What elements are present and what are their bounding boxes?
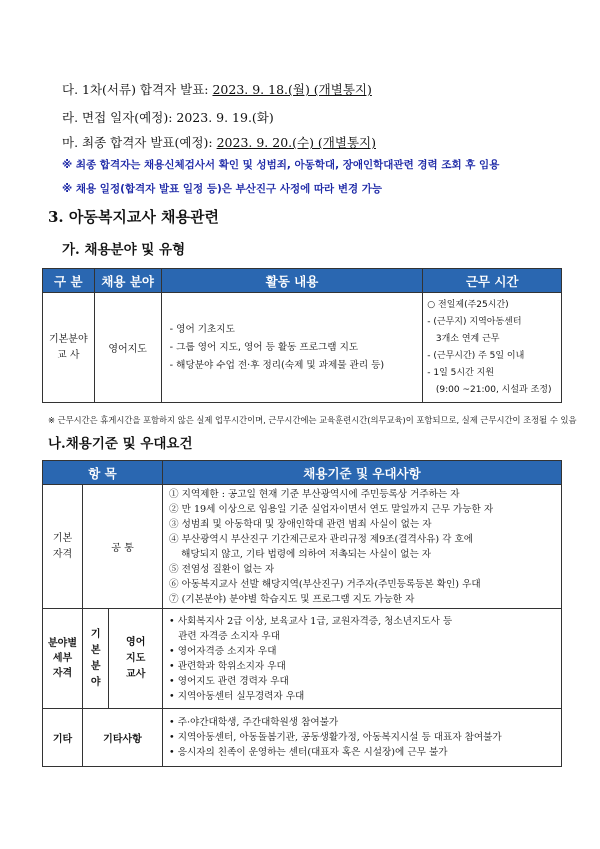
schedule-date: 2023. 9. 20.(수) (개별통지) <box>216 135 376 150</box>
label-char: 야 <box>90 676 101 688</box>
label-char: 본 <box>90 644 101 656</box>
recruitment-field-table <box>42 268 562 403</box>
schedule-label: 다. 1차(서류) 합격자 발표: <box>62 82 213 97</box>
other-notes-label: 기타사항 <box>83 709 163 767</box>
criteria-item: • 영어지도 관련 경력자 우대 <box>168 675 289 687</box>
note-schedule-change: ※ 채용 일정(합격자 발표 일정 등)은 부산진구 사정에 따라 변경 가능 <box>62 183 383 195</box>
criteria-item: ① 지역제한 : 공고일 현재 기준 부산광역시에 주민등록상 거주하는 자 <box>168 488 460 500</box>
subsection-title-b: 나.채용기준 및 우대요건 <box>48 436 193 452</box>
basic-field-label <box>83 609 109 709</box>
category-line: 교 사 <box>57 349 80 361</box>
subsection-title-a: 가. 채용분야 및 유형 <box>62 242 186 258</box>
activities-cell <box>161 293 423 403</box>
hours-item: 3개소 연계 근무 <box>427 334 500 344</box>
field-criteria-cell <box>162 609 561 709</box>
criteria-item: • 응시자의 친족이 운영하는 센터(대표자 혹은 시설장)에 근무 불가 <box>168 747 448 758</box>
hours-item: - 1일 5시간 지원 <box>427 368 495 378</box>
criteria-item: 관련 자격증 소지자 우대 <box>168 630 280 642</box>
schedule-item-first-announcement <box>62 80 372 98</box>
criteria-item: • 지역아동센터, 아동돌봄기관, 공동생활가정, 아동복지시설 등 대표자 참여불가 <box>168 732 502 743</box>
criteria-item: ⑥ 아동복지교사 선발 해당지역(부산진구) 거주자(주민등록등본 확인) 우대 <box>168 578 481 590</box>
schedule-label: 마. 최종 합격자 발표(예정): <box>62 135 217 150</box>
criteria-item: ② 만 19세 이상으로 임용일 기준 실업자이면서 연도 말일까지 근무 가능한 자 <box>168 503 494 515</box>
hours-item: (9:00 ~21:00, 시설과 조정) <box>427 385 552 395</box>
label-line: 자격 <box>52 548 73 560</box>
hours-item: ○ 전일제(주25시간) <box>427 300 509 310</box>
label-line: 세부 <box>52 653 73 664</box>
other-criteria-cell <box>162 709 561 767</box>
col-header-activities: 활동 내용 <box>161 269 423 293</box>
col-header-item: 항 목 <box>43 461 163 485</box>
label-char: 기 <box>90 628 101 640</box>
common-label: 공 통 <box>83 485 163 609</box>
label-line: 교사 <box>126 668 146 680</box>
hours-cell <box>423 293 562 403</box>
col-header-hours: 근무 시간 <box>423 269 562 293</box>
label-line: 분야별 <box>48 638 77 649</box>
criteria-item: ⑦ (기본분야) 분야별 학습지도 및 프로그램 지도 가능한 자 <box>168 593 415 605</box>
activity-item: - 해당분야 수업 전·후 정리(숙제 및 과제물 관리 등) <box>169 359 385 371</box>
qualification-table <box>42 460 562 767</box>
schedule-item-final-announcement <box>62 133 376 151</box>
criteria-item: ④ 부산광역시 부산진구 기간제근로자 관리규정 제9조(결격사유) 각 호에 <box>168 533 474 545</box>
criteria-item: • 주·야간대학생, 주간대학원생 참여불가 <box>168 717 339 728</box>
category-line: 기본분야 <box>48 333 88 345</box>
col-header-criteria: 채용기준 및 우대사항 <box>162 461 561 485</box>
basic-qualification-label <box>43 485 83 609</box>
col-header-category: 구 분 <box>43 269 95 293</box>
common-criteria-cell <box>162 485 561 609</box>
activity-item: - 영어 기초지도 <box>169 323 235 335</box>
activity-item: - 그룹 영어 지도, 영어 등 활동 프로그램 지도 <box>169 341 359 353</box>
criteria-item: • 영어자격증 소지자 우대 <box>168 645 277 657</box>
section-title: 3. 아동복지교사 채용관련 <box>48 208 220 226</box>
criteria-item: ⑤ 전염성 질환이 없는 자 <box>168 563 275 575</box>
english-teacher-label <box>109 609 163 709</box>
label-line: 지도 <box>126 652 146 664</box>
category-cell <box>43 293 95 403</box>
hours-item: - (근무지) 지역아동센터 <box>427 317 522 327</box>
criteria-item: • 관련학과 학위소지자 우대 <box>168 660 286 672</box>
criteria-item: ③ 성범죄 및 아동학대 및 장애인학대 관련 범죄 사실이 없는 자 <box>168 518 432 530</box>
label-char: 분 <box>90 660 101 672</box>
schedule-label: 라. 면접 일자(예정): 2023. 9. 19.(화) <box>62 110 274 125</box>
col-header-field: 채용 분야 <box>94 269 161 293</box>
note-background-check: ※ 최종 합격자는 채용신체검사서 확인 및 성범죄, 아동학대, 장애인학대관련 경력 조회 후 임용 <box>62 159 500 171</box>
other-label: 기타 <box>43 709 83 767</box>
label-line: 기본 <box>52 532 73 544</box>
schedule-item-interview <box>62 108 274 126</box>
label-line: 영어 <box>126 636 146 648</box>
hours-item: - (근무시간) 주 5일 이내 <box>427 351 525 361</box>
schedule-date: 2023. 9. 18.(월) (개별통지) <box>212 82 372 97</box>
criteria-item: 해당되지 않고, 기타 법령에 의하여 저촉되는 사실이 없는 자 <box>168 548 432 560</box>
criteria-item: • 지역아동센터 실무경력자 우대 <box>168 690 305 702</box>
field-cell: 영어지도 <box>94 293 161 403</box>
field-qualification-label <box>43 609 83 709</box>
working-hours-footnote: ※ 근무시간은 휴게시간을 포함하지 않은 실제 업무시간이며, 근무시간에는 교육훈련시간(의무교육)이 포함되므로, 실제 근무시간이 조정될 수 있음 <box>48 415 577 425</box>
criteria-item: • 사회복지사 2급 이상, 보육교사 1급, 교원자격증, 청소년지도사 등 <box>168 615 453 627</box>
label-line: 자격 <box>52 668 73 679</box>
